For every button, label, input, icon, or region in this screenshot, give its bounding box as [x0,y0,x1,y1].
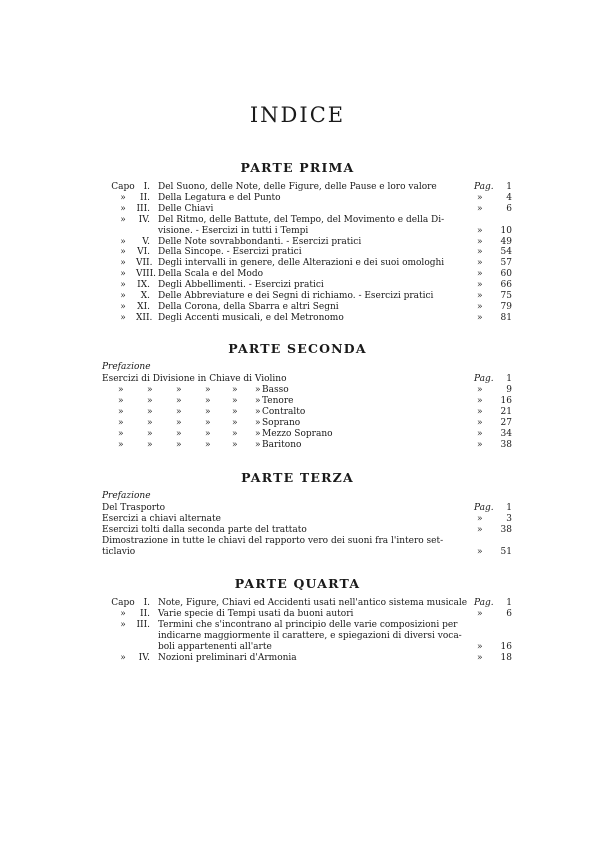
page-label: » [477,225,483,236]
chapter-number: VI. [137,247,150,258]
entry-text: Esercizi di Divisione in Chiave di Violino [102,374,287,384]
clef-name: Tenore [262,395,294,406]
ditto-mark: » [118,385,124,395]
page-number: 81 [500,312,512,323]
capo-label: » [120,258,126,269]
page-label: » [477,385,483,395]
ditto-mark: » [118,439,124,450]
list-item [102,237,512,248]
list-item [102,536,512,547]
ditto-mark: » [205,406,211,417]
ditto-mark: » [147,385,153,395]
entry-text: boli appartenenti all'arte [158,641,272,652]
ditto-mark: » [232,439,238,450]
ditto-mark: » [205,417,211,428]
ditto-mark: » [255,417,261,428]
page-label: » [477,280,483,291]
page-number: 38 [500,439,512,450]
page-label: » [477,236,483,247]
entry-text: Delle Note sovrabbondanti. - Esercizi pratici [158,236,362,247]
ditto-mark: » [176,417,182,428]
list-item [102,302,512,313]
list-item [102,313,512,324]
page-number: 9 [506,385,512,395]
page-number: 66 [500,280,512,291]
entry-text: Della Scala e del Modo [158,269,264,280]
capo-label: » [120,291,126,301]
ditto-mark: » [147,406,153,417]
entry-text: visione. - Esercizi in tutti i Tempi [158,225,309,236]
ditto-mark: » [205,439,211,450]
page-label: » [477,269,483,280]
page-number: 1 [506,182,512,192]
list-item [102,396,512,407]
page-label: Pag. [474,182,494,192]
page-number: 10 [500,225,512,236]
ditto-mark: » [205,395,211,406]
chapter-number: III. [136,203,150,214]
clef-name: Mezzo Soprano [262,428,333,439]
list-item [102,620,512,631]
page-label: » [477,203,483,214]
ditto-mark: » [176,406,182,417]
page-number: 57 [500,258,512,269]
entry-text: Degli Accenti musicali, e del Metronomo [158,312,344,323]
list-item [102,525,512,536]
ditto-mark: » [147,428,153,439]
page-label: » [477,312,483,323]
capo-label: » [120,280,126,291]
ditto-mark: » [232,417,238,428]
chapter-number: I. [143,182,150,192]
page-label: Pag. [474,374,494,384]
list-item [102,547,512,558]
section-heading-parte-quarta: PARTE QUARTA [234,576,361,591]
list-item [102,642,512,653]
ditto-mark: » [205,428,211,439]
capo-label: » [120,236,126,247]
chapter-number: VIII. [136,269,157,280]
chapter-number: X. [140,291,150,301]
ditto-mark: » [232,395,238,406]
page-number: 1 [506,374,512,384]
capo-label: » [120,269,126,280]
ditto-mark: » [176,428,182,439]
list-item [102,503,512,514]
entry-text: Degli intervalli in genere, delle Alterazioni e dei suoi omologhi [158,258,445,269]
page-label: » [477,524,483,535]
capo-label: » [120,203,126,214]
page-number: 6 [506,608,512,619]
ditto-mark: » [255,406,261,417]
list-item [102,226,512,237]
list-item [102,514,512,525]
list-item [102,653,512,664]
ditto-mark: » [255,395,261,406]
entry-text: Dimostrazione in tutte le chiavi del rapporto vero dei suoni fra l'intero set- [102,535,444,546]
entry-text: ticlavio [102,546,136,557]
list-item [102,429,512,440]
page-label: » [477,608,483,619]
entry-text: Esercizi a chiavi alternate [102,513,221,524]
chapter-number: II. [140,192,150,203]
page-number: 27 [500,417,512,428]
ditto-mark: » [255,385,261,395]
ditto-mark: » [255,428,261,439]
page-label: » [477,406,483,417]
page-number: 16 [500,641,512,652]
page-label: » [477,247,483,258]
capo-label: Capo [111,182,135,192]
entry-text: Delle Chiavi [158,203,214,214]
chapter-number: VII. [136,258,153,269]
page-number: 38 [500,524,512,535]
list-item [102,269,512,280]
entry-text: Del Ritmo, delle Battute, del Tempo, del Movimento e della Di- [158,214,445,225]
page-label: Pag. [474,598,494,608]
page-number: 3 [506,513,512,524]
chapter-number: XII. [136,312,153,323]
ditto-mark: » [147,395,153,406]
list-item [102,440,512,451]
entry-text: Termini che s'incontrano al principio delle varie composizioni per [158,619,458,630]
capo-label: » [120,608,126,619]
chapter-number: II. [140,608,150,619]
page-number: 34 [500,428,512,439]
chapter-number: XI. [137,301,150,312]
list-item [102,609,512,620]
chapter-number: III. [136,619,150,630]
chapter-number: IX. [137,280,150,291]
ditto-mark: » [176,395,182,406]
ditto-mark: » [118,417,124,428]
ditto-mark: » [176,439,182,450]
list-item [102,374,512,385]
ditto-mark: » [232,428,238,439]
page-label: » [477,192,483,203]
page-label: » [477,546,483,557]
clef-name: Basso [262,385,289,395]
page-label: » [477,395,483,406]
ditto-mark: » [232,406,238,417]
clef-name: Soprano [262,417,301,428]
list-item [102,258,512,269]
entry-text: Degli Abbellimenti. - Esercizi pratici [158,280,324,291]
entry-text: Delle Abbreviature e dei Segni di richiamo. - Esercizi pratici [158,291,434,301]
page-number: 21 [500,406,512,417]
capo-label: » [120,619,126,630]
list-item [102,247,512,258]
entry-text: Esercizi tolti dalla seconda parte del trattato [102,524,307,535]
ditto-mark: » [118,406,124,417]
page-number: 51 [500,546,512,557]
page-label: » [477,428,483,439]
page-number: 1 [506,598,512,608]
entry-text: Della Legatura e del Punto [158,192,281,203]
entry-text: Note, Figure, Chiavi ed Accidenti usati nell'antico sistema musicale [158,598,468,608]
list-item [102,385,512,396]
page-label: » [477,439,483,450]
ditto-mark: » [232,385,238,395]
list-item [102,204,512,215]
ditto-mark: » [205,385,211,395]
clef-name: Contralto [262,406,306,417]
list-item [102,407,512,418]
capo-label: » [120,247,126,258]
list-item [102,215,512,226]
page-number: 4 [506,192,512,203]
capo-label: » [120,301,126,312]
list-item [102,182,512,193]
page-number: 18 [500,652,512,663]
ditto-mark: » [255,439,261,450]
chapter-number: IV. [138,214,150,225]
chapter-number: V. [142,236,150,247]
list-item [102,598,512,609]
page-number: 49 [500,236,512,247]
capo-label: Capo [111,598,135,608]
capo-label: » [120,652,126,663]
entry-text: Nozioni preliminari d'Armonia [158,652,297,663]
page-number: 6 [506,203,512,214]
list-item [102,193,512,204]
entry-text: Del Suono, delle Note, delle Figure, delle Pause e loro valore [158,182,437,192]
ditto-mark: » [118,395,124,406]
page-number: 1 [506,503,512,513]
capo-label: » [120,192,126,203]
page-number: 79 [500,301,512,312]
ditto-mark: » [147,439,153,450]
entry-text: Varie specie di Tempi usati da buoni autori [158,608,354,619]
entry-text: Della Corona, della Sbarra e altri Segni [158,301,339,312]
ditto-mark: » [118,428,124,439]
chapter-number: I. [143,598,150,608]
capo-label: » [120,214,126,225]
page-number: 54 [500,247,512,258]
page-number: 75 [500,291,512,301]
page-label: » [477,258,483,269]
page-label: » [477,513,483,524]
page-label: » [477,301,483,312]
capo-label: » [120,312,126,323]
page-label: Pag. [474,503,494,513]
page-label: » [477,641,483,652]
section-heading-parte-terza: PARTE TERZA [241,470,354,485]
page-number: 16 [500,395,512,406]
list-item [102,291,512,302]
chapter-number: IV. [138,652,150,663]
entry-text: Della Sincope. - Esercizi pratici [158,247,302,258]
clef-name: Baritono [262,439,302,450]
page-label: » [477,291,483,301]
entry-text: indicarne maggiormente il carattere, e spiegazioni di diversi voca- [158,630,462,641]
list-item [102,418,512,429]
list-item [102,631,512,642]
prefazione-label: Prefazione [102,362,151,372]
page-label: » [477,652,483,663]
section-heading-parte-prima: PARTE PRIMA [240,160,355,175]
page-title: INDICE [249,103,346,127]
list-item [102,280,512,291]
page-number: 60 [500,269,512,280]
ditto-mark: » [147,417,153,428]
section-heading-parte-seconda: PARTE SECONDA [228,341,367,356]
entry-text: Del Trasporto [102,503,166,513]
ditto-mark: » [176,385,182,395]
prefazione-label: Prefazione [102,491,151,501]
page-label: » [477,417,483,428]
